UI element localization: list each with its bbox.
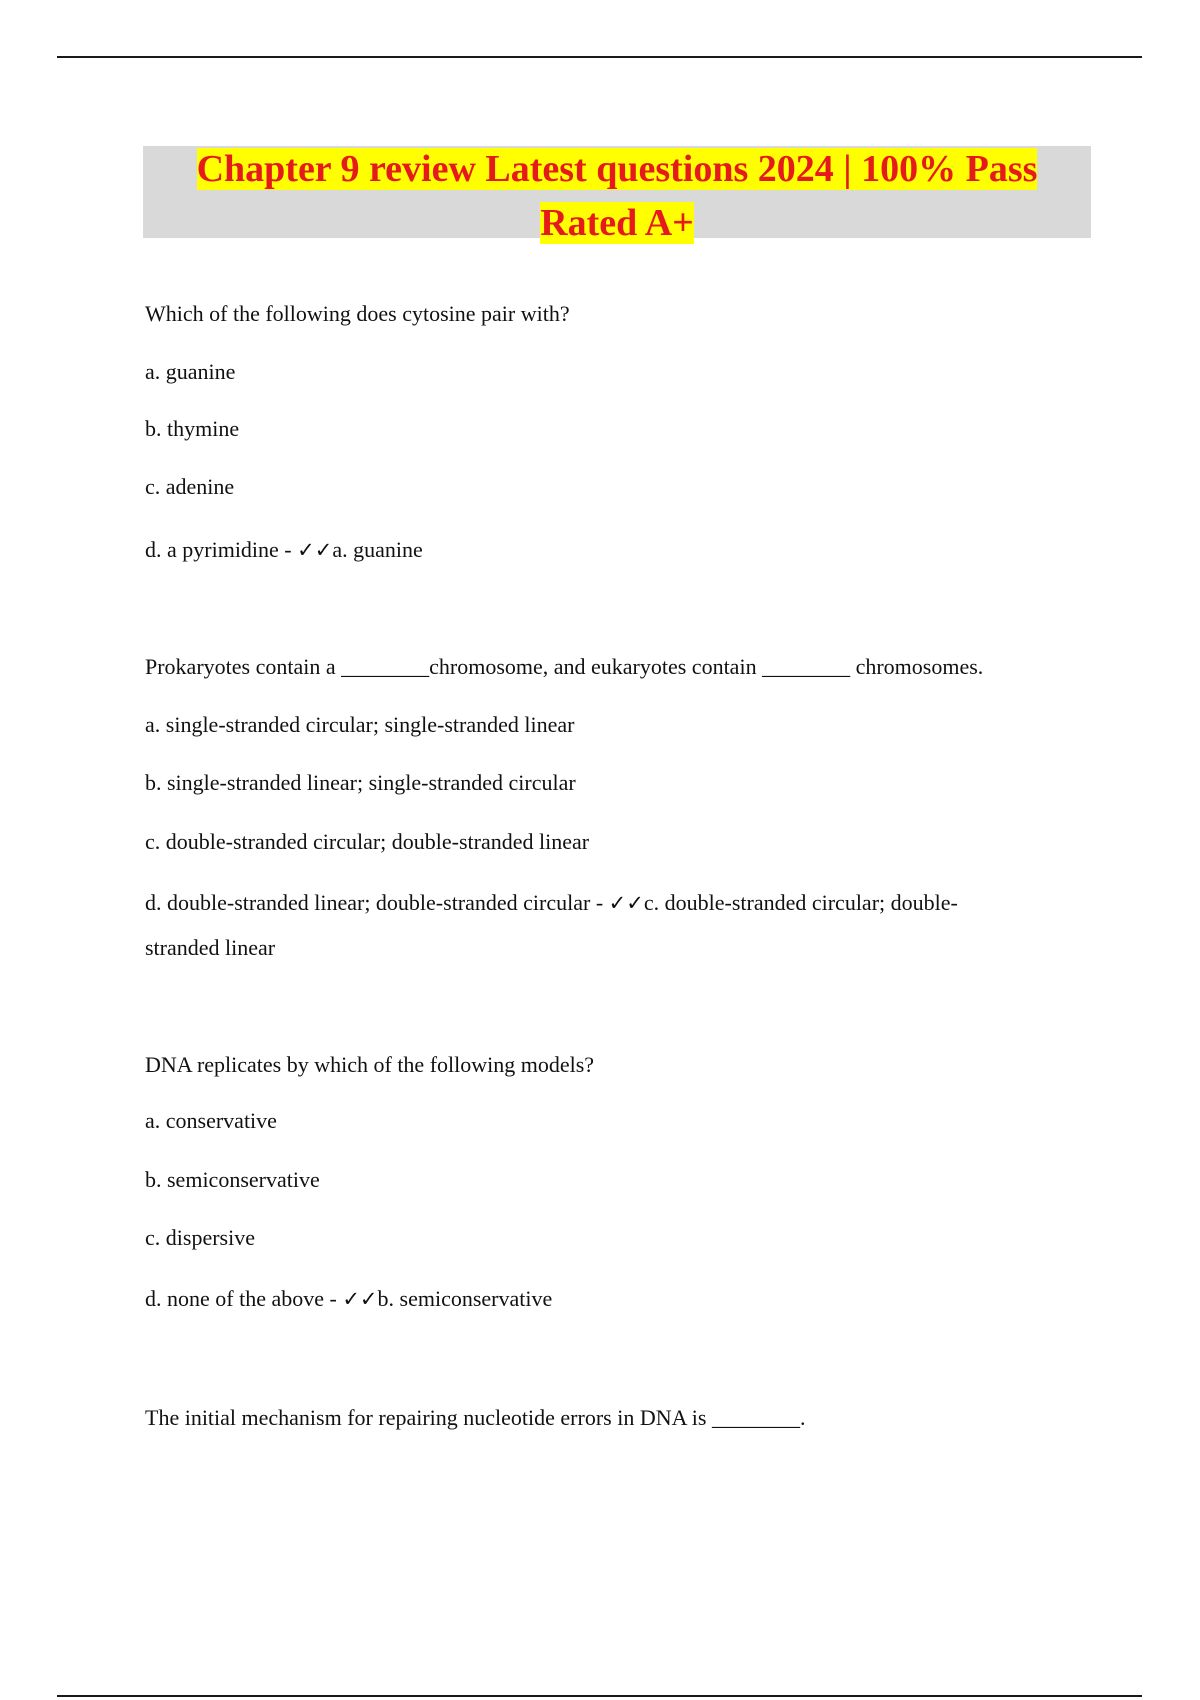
question-1-option-a: a. guanine	[145, 359, 236, 384]
question-3-option-b: b. semiconservative	[145, 1167, 320, 1192]
question-1-option-b: b. thymine	[145, 416, 240, 441]
question-3-option-a: a. conservative	[145, 1108, 277, 1133]
question-3-option-c: c. dispersive	[145, 1225, 255, 1250]
question-1-option-d-text: d. a pyrimidine -	[145, 537, 298, 562]
question-1-option-d	[145, 537, 423, 563]
question-2-answer: c. double-stranded circular; double-	[643, 890, 958, 915]
check-mark-icon: ✓✓	[342, 1287, 378, 1311]
question-4-text: The initial mechanism for repairing nucleotide errors in DNA is ________.	[145, 1405, 806, 1430]
check-mark-icon: ✓✓	[297, 538, 333, 562]
question-3-option-d-text: d. none of the above -	[145, 1286, 343, 1311]
question-2-option-d-text: d. double-stranded linear; double-stranded circular -	[145, 890, 609, 915]
question-2-option-a: a. single-stranded circular; single-stranded linear	[145, 712, 575, 737]
header-rule	[57, 56, 1142, 58]
question-2-option-b: b. single-stranded linear; single-stranded circular	[145, 770, 576, 795]
question-1-option-c: c. adenine	[145, 474, 235, 499]
question-2-answer-continued: stranded linear	[145, 935, 276, 960]
question-3-option-d	[145, 1286, 552, 1312]
check-mark-icon: ✓✓	[608, 891, 644, 915]
footer-rule	[57, 1695, 1142, 1697]
question-3-answer: b. semiconservative	[377, 1286, 553, 1311]
question-2-option-d	[145, 890, 958, 916]
document-title-line-2: Rated A+	[540, 202, 694, 244]
question-1-answer: a. guanine	[332, 537, 423, 562]
question-3-text: DNA replicates by which of the following models?	[145, 1052, 595, 1077]
question-2-option-c: c. double-stranded circular; double-stranded linear	[145, 829, 590, 854]
title-banner	[143, 146, 1091, 244]
document-title-line-1: Chapter 9 review Latest questions 2024 | 100% Pass	[196, 148, 1038, 190]
question-2-text: Prokaryotes contain a ________chromosome, and eukaryotes contain ________ chromosomes.	[145, 654, 984, 679]
question-1-text: Which of the following does cytosine pair with?	[145, 301, 570, 326]
